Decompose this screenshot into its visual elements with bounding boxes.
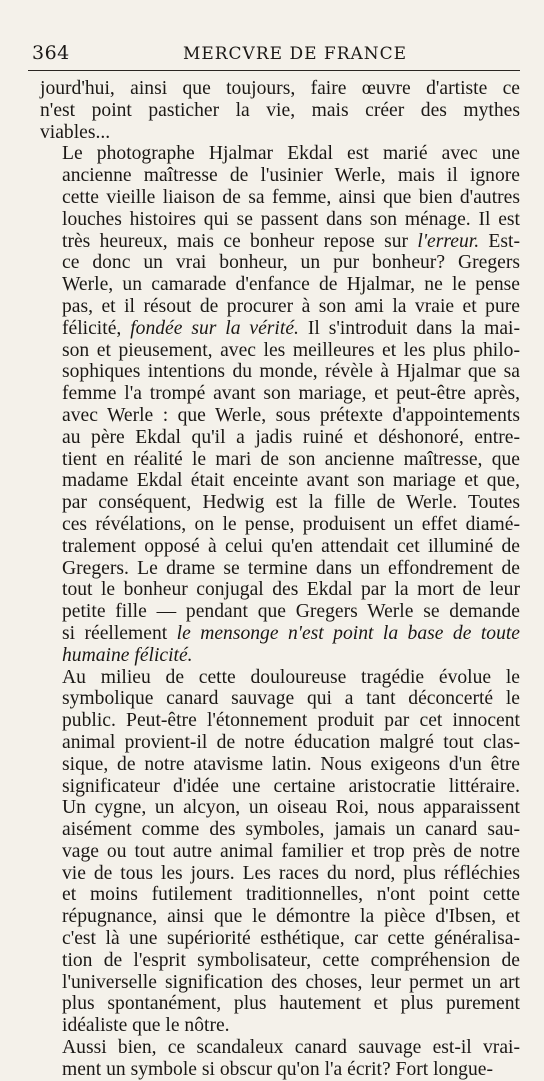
text-line: Aussi bien, ce scandaleux canard sauvage est-il vrai- xyxy=(62,1037,520,1059)
text-line: aisément comme des symboles, jamais un canard sau- xyxy=(62,819,520,841)
body-text xyxy=(40,78,520,1081)
text-line: ces révélations, on le pense, produisent un effet diamé- xyxy=(62,513,520,535)
text-line: n'est point pasticher la vie, mais créer des mythes xyxy=(40,99,520,121)
text-line: public. Peut-être l'étonnement produit par cet innocent xyxy=(62,710,520,732)
text-line: Werle, un camarade d'enfance de Hjalmar, ne le pense xyxy=(62,274,520,296)
italic-text: l'erreur. xyxy=(417,230,480,252)
text-line xyxy=(40,645,520,667)
paragraph xyxy=(40,78,520,143)
page-header xyxy=(30,38,520,68)
text-line: ancienne maîtresse de l'usinier Werle, mais il ignore xyxy=(62,165,520,187)
text-line: tralement opposé à celui qu'en attendait cet illuminé de xyxy=(62,535,520,557)
text-line: madame Ekdal était enceinte avant son mariage et que, xyxy=(62,470,520,492)
text-line: vie de tous les jours. Les races du nord, plus réfléchies xyxy=(62,862,520,884)
italic-text: fondée sur la vérité. xyxy=(130,317,299,339)
text-line: tient en réalité le mari de son ancienne maîtresse, que xyxy=(62,448,520,470)
header-rule xyxy=(28,70,520,71)
text-line: par conséquent, Hedwig est la fille de Werle. Toutes xyxy=(62,492,520,514)
text-line: Un cygne, un alcyon, un oiseau Roi, nous apparaissent xyxy=(62,797,520,819)
text-line: tout le bonheur conjugal des Ekdal par la mort de leur xyxy=(62,579,520,601)
text-line: jourd'hui, ainsi que toujours, faire œuvre d'artiste ce xyxy=(40,78,520,99)
text-line: idéaliste que le nôtre. xyxy=(62,1015,230,1037)
text-line: Le photographe Hjalmar Ekdal est marié avec une xyxy=(62,143,520,165)
text-line: pas, et il résout de procurer à son ami la vraie et pure xyxy=(62,295,520,317)
text-line: symbolique canard sauvage qui a tant déconcerté le xyxy=(62,688,520,710)
text-line: femme l'a trompé avant son mariage, et peut-être après, xyxy=(62,383,520,405)
text-line: répugnance, ainsi que le démontre la pièce d'Ibsen, et xyxy=(62,906,520,928)
text-line: plus spontanément, plus hautement et plus purement xyxy=(62,993,520,1015)
paragraph xyxy=(40,667,520,1038)
text-line: et moins futilement traditionnelles, n'ont point cette xyxy=(62,884,520,906)
text-line: Au milieu de cette douloureuse tragédie évolue le xyxy=(62,666,520,688)
italic-text: humaine félicité. xyxy=(62,644,193,666)
text-line: sophiques intentions du monde, révèle à Hjalmar que sa xyxy=(62,361,520,383)
text-line: louches histoires qui se passent dans son ménage. Il est xyxy=(62,208,520,230)
text-line: petite fille — pendant que Gregers Werle se demande xyxy=(62,601,520,623)
text-line: si réellement le mensonge n'est point la base de toute xyxy=(62,622,520,644)
italic-text: le mensonge n'est point la base de toute xyxy=(176,622,520,644)
text-line: très heureux, mais ce bonheur repose sur l'erreur. Est- xyxy=(62,230,520,252)
page-number: 364 xyxy=(32,42,70,64)
running-head: MERCVRE DE FRANCE xyxy=(182,44,408,64)
text-line: tion de l'esprit symbolisateur, cette compréhension de xyxy=(62,949,520,971)
text-line: c'est là une supériorité esthétique, car cette généralisa- xyxy=(62,928,520,950)
text-line: animal provient-il de notre éducation malgré tout clas- xyxy=(62,731,520,753)
text-line: Gregers. Le drame se termine dans un effondrement de xyxy=(62,557,520,579)
text-line: sique, de notre atavisme latin. Nous exigeons d'un être xyxy=(62,753,520,775)
paragraph xyxy=(40,143,520,666)
text-line: vage ou tout autre animal familier et trop près de notre xyxy=(62,840,520,862)
text-line: félicité, fondée sur la vérité. Il s'introduit dans la mai- xyxy=(62,317,520,339)
text-line: l'universelle signification des choses, leur permet un art xyxy=(62,971,520,993)
text-line: avec Werle : que Werle, sous prétexte d'appointements xyxy=(62,404,520,426)
text-line: significateur d'idée une certaine aristocratie littéraire. xyxy=(62,775,520,797)
text-line: viables... xyxy=(40,121,111,143)
text-line: cette vieille liaison de sa femme, ainsi que bien d'autres xyxy=(62,186,520,208)
text-line: ment un symbole si obscur qu'on l'a écrit? Fort longue- xyxy=(62,1058,493,1080)
text-line: au père Ekdal qu'il a jadis ruiné et déshonoré, entre- xyxy=(62,426,520,448)
paragraph xyxy=(40,1037,520,1081)
text-line: ce donc un vrai bonheur, un pur bonheur? Gregers xyxy=(62,252,520,274)
text-line: son et pieusement, avec les meilleures et les plus philo- xyxy=(62,339,520,361)
